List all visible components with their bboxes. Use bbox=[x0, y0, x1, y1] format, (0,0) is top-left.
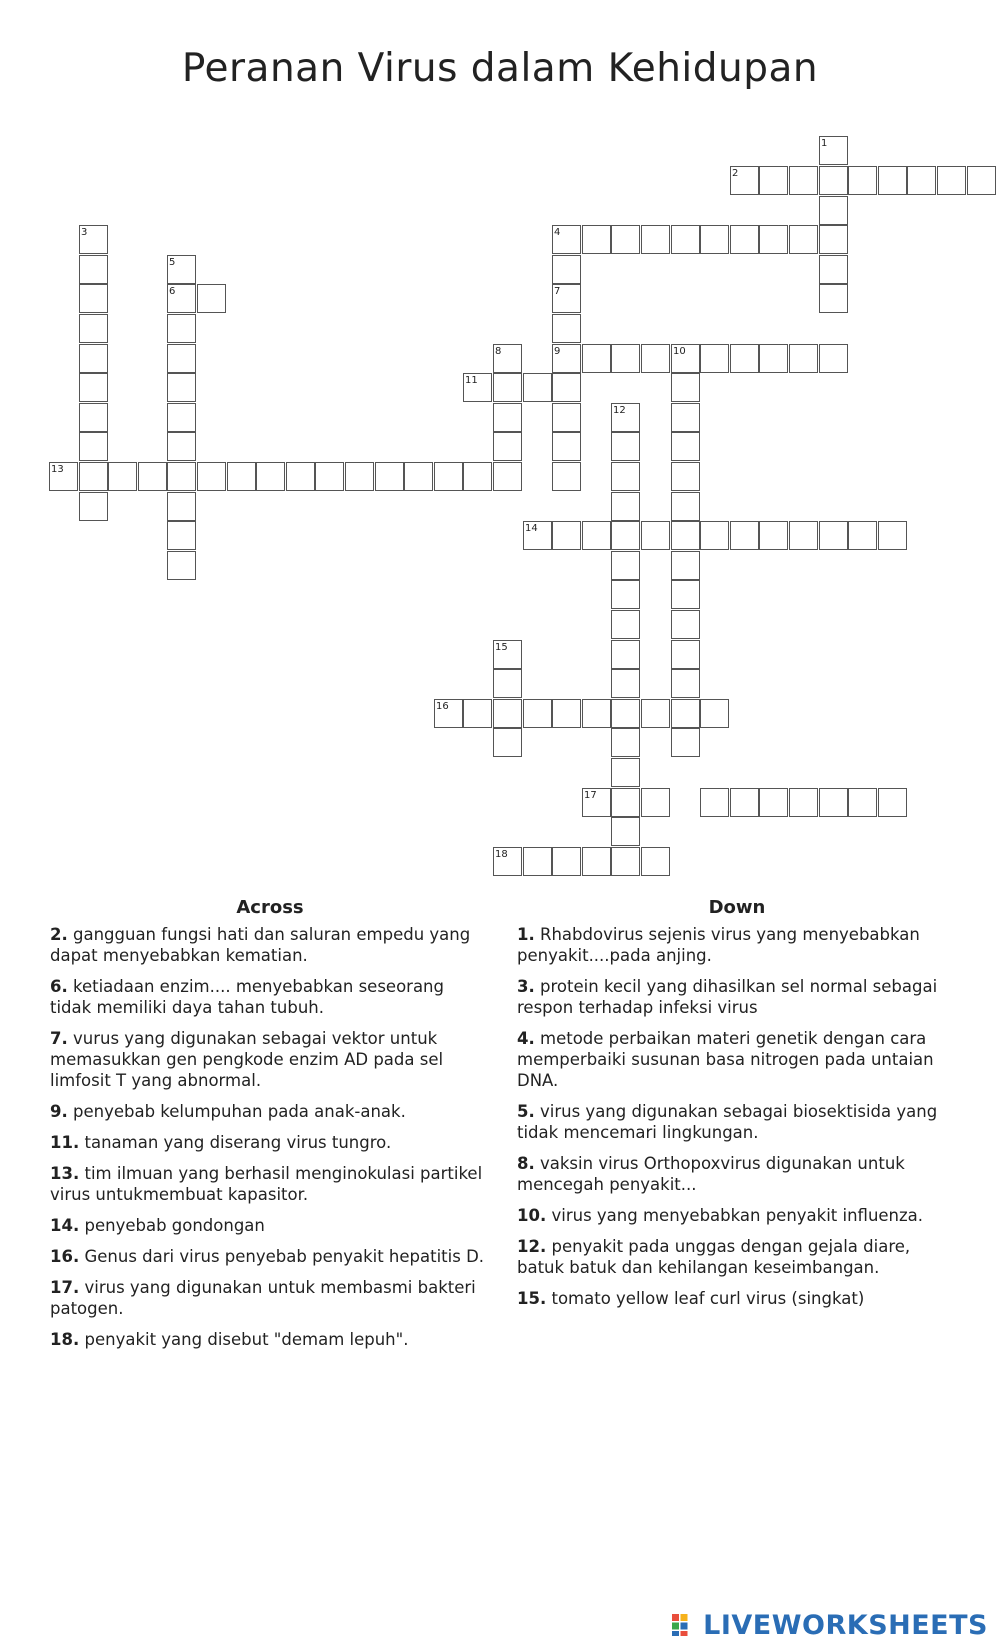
crossword-cell[interactable] bbox=[493, 728, 522, 757]
crossword-cell[interactable] bbox=[523, 699, 552, 728]
clue-text: penyakit pada unggas dengan gejala diare, batuk batuk dan kehilangan keseimbangan. bbox=[517, 1237, 911, 1277]
crossword-cell[interactable] bbox=[819, 344, 848, 373]
crossword-cell[interactable] bbox=[493, 699, 522, 728]
down-clue bbox=[517, 924, 957, 966]
crossword-cell[interactable] bbox=[730, 788, 759, 817]
crossword-cell[interactable] bbox=[611, 788, 640, 817]
across-clue bbox=[50, 1277, 490, 1319]
clue-number-label: 16 bbox=[436, 701, 449, 712]
clue-number: 10. bbox=[517, 1206, 547, 1225]
crossword-cell[interactable] bbox=[582, 847, 611, 876]
clue-number-label: 11 bbox=[465, 375, 478, 386]
crossword-cell[interactable] bbox=[552, 255, 581, 284]
crossword-cell[interactable] bbox=[611, 551, 640, 580]
crossword-cell[interactable] bbox=[671, 699, 700, 728]
clue-text: virus yang digunakan sebagai biosektisida yang tidak mencemari lingkungan. bbox=[517, 1102, 938, 1142]
down-clue bbox=[517, 1101, 957, 1143]
crossword-cell[interactable] bbox=[582, 225, 611, 254]
crossword-cell[interactable] bbox=[345, 462, 374, 491]
crossword-cell[interactable] bbox=[671, 610, 700, 639]
crossword-cell[interactable] bbox=[819, 284, 848, 313]
crossword-cell[interactable] bbox=[789, 344, 818, 373]
clue-number-label: 8 bbox=[495, 346, 502, 357]
crossword-cell[interactable] bbox=[79, 284, 108, 313]
crossword-cell[interactable] bbox=[108, 462, 137, 491]
clue-text: tim ilmuan yang berhasil menginokulasi partikel virus untukmembuat kapasitor. bbox=[50, 1164, 483, 1204]
crossword-cell[interactable] bbox=[493, 403, 522, 432]
crossword-cell[interactable] bbox=[79, 344, 108, 373]
clue-text: virus yang digunakan untuk membasmi bakteri patogen. bbox=[50, 1278, 476, 1318]
clue-number-label: 5 bbox=[169, 257, 176, 268]
crossword-cell[interactable] bbox=[730, 225, 759, 254]
down-clue-list bbox=[517, 924, 957, 1309]
crossword-cell[interactable] bbox=[167, 373, 196, 402]
crossword-cell[interactable] bbox=[759, 225, 788, 254]
crossword-cell[interactable] bbox=[700, 699, 729, 728]
clue-number-label: 15 bbox=[495, 642, 508, 653]
clue-number: 16. bbox=[50, 1247, 80, 1266]
crossword-cell[interactable] bbox=[671, 640, 700, 669]
crossword-cell[interactable] bbox=[552, 462, 581, 491]
clue-text: metode perbaikan materi genetik dengan cara memperbaiki susunan basa nitrogen pada untaian DNA. bbox=[517, 1029, 934, 1090]
crossword-cell[interactable] bbox=[167, 432, 196, 461]
crossword-cell[interactable] bbox=[611, 344, 640, 373]
crossword-cell[interactable] bbox=[315, 462, 344, 491]
clue-number-label: 12 bbox=[613, 405, 626, 416]
clue-number: 11. bbox=[50, 1133, 80, 1152]
down-clue bbox=[517, 1288, 957, 1309]
crossword-cell[interactable] bbox=[552, 314, 581, 343]
crossword-cell[interactable] bbox=[641, 699, 670, 728]
clue-text: Genus dari virus penyebab penyakit hepatitis D. bbox=[84, 1247, 485, 1266]
crossword-cell[interactable] bbox=[819, 255, 848, 284]
clue-number-label: 1 bbox=[821, 138, 828, 149]
crossword-cell[interactable] bbox=[730, 344, 759, 373]
clue-number-label: 3 bbox=[81, 227, 88, 238]
clue-text: vaksin virus Orthopoxvirus digunakan untuk mencegah penyakit... bbox=[517, 1154, 905, 1194]
crossword-cell[interactable] bbox=[789, 225, 818, 254]
crossword-cell[interactable] bbox=[730, 521, 759, 550]
clue-text: tomato yellow leaf curl virus (singkat) bbox=[551, 1289, 865, 1308]
crossword-cell[interactable] bbox=[848, 521, 877, 550]
crossword-cell[interactable] bbox=[404, 462, 433, 491]
across-clues bbox=[50, 897, 490, 1360]
crossword-cell[interactable] bbox=[878, 788, 907, 817]
clue-number: 7. bbox=[50, 1029, 68, 1048]
across-clue bbox=[50, 976, 490, 1018]
crossword-cell[interactable] bbox=[434, 462, 463, 491]
crossword-cell[interactable] bbox=[611, 817, 640, 846]
clue-number-label: 2 bbox=[732, 168, 739, 179]
across-clue bbox=[50, 1101, 490, 1122]
crossword-cell[interactable] bbox=[286, 462, 315, 491]
crossword-cell[interactable] bbox=[848, 788, 877, 817]
clue-text: penyebab gondongan bbox=[84, 1216, 265, 1235]
across-clue bbox=[50, 1329, 490, 1350]
crossword-cell[interactable] bbox=[167, 344, 196, 373]
crossword-cell[interactable] bbox=[671, 580, 700, 609]
crossword-cell[interactable] bbox=[671, 551, 700, 580]
crossword-cell[interactable] bbox=[819, 521, 848, 550]
crossword-cell[interactable] bbox=[493, 462, 522, 491]
crossword-cell[interactable] bbox=[611, 225, 640, 254]
clue-text: ketiadaan enzim.... menyebabkan seseorang tidak memiliki daya tahan tubuh. bbox=[50, 977, 444, 1017]
crossword-cell[interactable] bbox=[611, 492, 640, 521]
across-heading: Across bbox=[236, 897, 304, 918]
down-clue bbox=[517, 1236, 957, 1278]
crossword-cell[interactable] bbox=[375, 462, 404, 491]
down-clue bbox=[517, 1205, 957, 1226]
crossword-cell[interactable] bbox=[611, 669, 640, 698]
clue-number: 4. bbox=[517, 1029, 535, 1048]
crossword-cell[interactable] bbox=[463, 699, 492, 728]
crossword-cell[interactable] bbox=[671, 492, 700, 521]
crossword-cell[interactable] bbox=[197, 462, 226, 491]
crossword-cell[interactable] bbox=[641, 521, 670, 550]
crossword-cell[interactable] bbox=[967, 166, 996, 195]
down-clue bbox=[517, 1028, 957, 1091]
clue-text: vurus yang digunakan sebagai vektor untuk memasukkan gen pengkode enzim AD pada sel limfosit T yang abnormal. bbox=[50, 1029, 444, 1090]
crossword-cell[interactable] bbox=[463, 462, 492, 491]
crossword-cell[interactable] bbox=[671, 462, 700, 491]
crossword-cell[interactable] bbox=[552, 699, 581, 728]
crossword-cell[interactable] bbox=[789, 788, 818, 817]
crossword-cell[interactable] bbox=[611, 640, 640, 669]
crossword-cell[interactable] bbox=[759, 344, 788, 373]
crossword-cell[interactable] bbox=[227, 462, 256, 491]
crossword-cell[interactable] bbox=[79, 403, 108, 432]
clue-number-label: 4 bbox=[554, 227, 561, 238]
down-heading: Down bbox=[708, 897, 766, 918]
crossword-cell[interactable] bbox=[552, 373, 581, 402]
crossword-cell[interactable] bbox=[493, 669, 522, 698]
crossword-cell[interactable] bbox=[167, 462, 196, 491]
crossword-cell[interactable] bbox=[878, 521, 907, 550]
crossword-cell[interactable] bbox=[79, 255, 108, 284]
crossword-cell[interactable] bbox=[789, 521, 818, 550]
crossword-cell[interactable] bbox=[700, 225, 729, 254]
clue-number: 17. bbox=[50, 1278, 80, 1297]
crossword-cell[interactable] bbox=[671, 373, 700, 402]
clue-text: tanaman yang diserang virus tungro. bbox=[84, 1133, 392, 1152]
clue-number-label: 9 bbox=[554, 346, 561, 357]
clue-number: 8. bbox=[517, 1154, 535, 1173]
clue-number: 5. bbox=[517, 1102, 535, 1121]
crossword-cell[interactable] bbox=[582, 344, 611, 373]
clue-text: penyakit yang disebut "demam lepuh". bbox=[84, 1330, 409, 1349]
crossword-cell[interactable] bbox=[878, 166, 907, 195]
crossword-cell[interactable] bbox=[582, 521, 611, 550]
down-clue bbox=[517, 976, 957, 1018]
crossword-cell[interactable] bbox=[79, 492, 108, 521]
crossword-cell[interactable] bbox=[759, 521, 788, 550]
clue-number: 2. bbox=[50, 925, 68, 944]
clue-text: Rhabdovirus sejenis virus yang menyebabkan penyakit....pada anjing. bbox=[517, 925, 920, 965]
crossword-cell[interactable] bbox=[552, 432, 581, 461]
clue-number-label: 13 bbox=[51, 464, 64, 475]
crossword-cell[interactable] bbox=[671, 521, 700, 550]
clue-text: gangguan fungsi hati dan saluran empedu yang dapat menyebabkan kematian. bbox=[50, 925, 471, 965]
crossword-cell[interactable] bbox=[641, 847, 670, 876]
crossword-cell[interactable] bbox=[819, 225, 848, 254]
crossword-cell[interactable] bbox=[138, 462, 167, 491]
clue-number: 15. bbox=[517, 1289, 547, 1308]
crossword-cell[interactable] bbox=[256, 462, 285, 491]
crossword-cell[interactable] bbox=[167, 492, 196, 521]
crossword-cell[interactable] bbox=[611, 521, 640, 550]
crossword-cell[interactable] bbox=[552, 521, 581, 550]
crossword-cell[interactable] bbox=[671, 432, 700, 461]
clue-text: penyebab kelumpuhan pada anak-anak. bbox=[73, 1102, 406, 1121]
clue-number-label: 10 bbox=[673, 346, 686, 357]
crossword-cell[interactable] bbox=[671, 403, 700, 432]
clue-number-label: 6 bbox=[169, 286, 176, 297]
crossword-cell[interactable] bbox=[167, 551, 196, 580]
crossword-cell[interactable] bbox=[523, 373, 552, 402]
crossword-cell[interactable] bbox=[819, 166, 848, 195]
crossword-cell[interactable] bbox=[523, 847, 552, 876]
clue-number-label: 17 bbox=[584, 790, 597, 801]
crossword-cell[interactable] bbox=[907, 166, 936, 195]
crossword-cell[interactable] bbox=[819, 788, 848, 817]
crossword-cell[interactable] bbox=[671, 225, 700, 254]
crossword-cell[interactable] bbox=[167, 403, 196, 432]
crossword-cell[interactable] bbox=[582, 699, 611, 728]
crossword-cell[interactable] bbox=[611, 580, 640, 609]
clue-number-label: 7 bbox=[554, 286, 561, 297]
crossword-cell[interactable] bbox=[671, 669, 700, 698]
crossword-cell[interactable] bbox=[197, 284, 226, 313]
down-clue bbox=[517, 1153, 957, 1195]
crossword-cell[interactable] bbox=[937, 166, 966, 195]
across-clue bbox=[50, 1246, 490, 1267]
crossword-cell[interactable] bbox=[611, 610, 640, 639]
across-clue bbox=[50, 1132, 490, 1153]
crossword-cell[interactable] bbox=[493, 373, 522, 402]
clue-number: 18. bbox=[50, 1330, 80, 1349]
crossword-cell[interactable] bbox=[641, 788, 670, 817]
clue-text: virus yang menyebabkan penyakit influenza. bbox=[551, 1206, 924, 1225]
crossword-cell[interactable] bbox=[611, 758, 640, 787]
crossword-cell[interactable] bbox=[848, 166, 877, 195]
crossword-cell[interactable] bbox=[700, 521, 729, 550]
liveworksheets-logo-icon bbox=[671, 1612, 697, 1638]
crossword-cell[interactable] bbox=[493, 432, 522, 461]
crossword-cell[interactable] bbox=[671, 728, 700, 757]
liveworksheets-logo bbox=[671, 1608, 988, 1642]
crossword-cell[interactable] bbox=[611, 699, 640, 728]
clue-number: 9. bbox=[50, 1102, 68, 1121]
across-clue bbox=[50, 1163, 490, 1205]
crossword-cell[interactable] bbox=[79, 373, 108, 402]
across-clue bbox=[50, 924, 490, 966]
clue-number-label: 14 bbox=[525, 523, 538, 534]
crossword-cell[interactable] bbox=[789, 166, 818, 195]
crossword-cell[interactable] bbox=[79, 432, 108, 461]
down-clues bbox=[517, 897, 957, 1319]
page-title: Peranan Virus dalam Kehidupan bbox=[181, 46, 819, 91]
crossword-cell[interactable] bbox=[552, 847, 581, 876]
clue-number: 13. bbox=[50, 1164, 80, 1183]
across-clue bbox=[50, 1028, 490, 1091]
clue-number-label: 18 bbox=[495, 849, 508, 860]
crossword-cell[interactable] bbox=[641, 344, 670, 373]
crossword-cell[interactable] bbox=[819, 196, 848, 225]
clue-number: 12. bbox=[517, 1237, 547, 1256]
crossword-cell[interactable] bbox=[759, 788, 788, 817]
clue-number: 1. bbox=[517, 925, 535, 944]
crossword-cell[interactable] bbox=[167, 521, 196, 550]
clue-number: 6. bbox=[50, 977, 68, 996]
crossword-cell[interactable] bbox=[552, 403, 581, 432]
crossword-cell[interactable] bbox=[611, 432, 640, 461]
crossword-cell[interactable] bbox=[611, 462, 640, 491]
clue-text: protein kecil yang dihasilkan sel normal sebagai respon terhadap infeksi virus bbox=[517, 977, 938, 1017]
across-clue bbox=[50, 1215, 490, 1236]
clue-number: 3. bbox=[517, 977, 535, 996]
across-clue-list bbox=[50, 924, 490, 1350]
crossword-cell[interactable] bbox=[700, 788, 729, 817]
liveworksheets-wordmark: LIVEWORKSHEETS bbox=[703, 1609, 988, 1641]
clue-number: 14. bbox=[50, 1216, 80, 1235]
crossword-cell[interactable] bbox=[167, 314, 196, 343]
crossword-cell[interactable] bbox=[79, 314, 108, 343]
crossword-cell[interactable] bbox=[611, 847, 640, 876]
crossword-cell[interactable] bbox=[611, 728, 640, 757]
crossword-cell[interactable] bbox=[79, 462, 108, 491]
crossword-cell[interactable] bbox=[700, 344, 729, 373]
crossword-cell[interactable] bbox=[641, 225, 670, 254]
crossword-cell[interactable] bbox=[759, 166, 788, 195]
